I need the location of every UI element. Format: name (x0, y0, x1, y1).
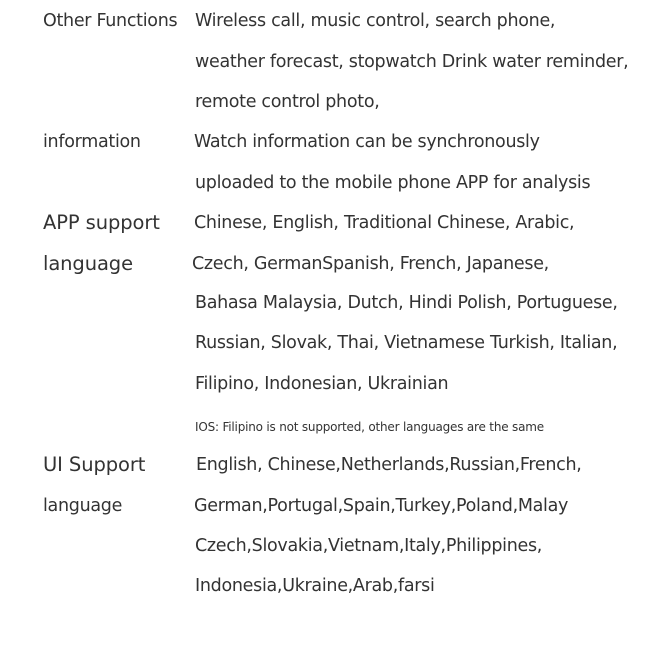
spec-label-app-support-language: language (43, 252, 133, 275)
spec-value-line: Watch information can be synchronously (194, 132, 540, 152)
spec-value-line: Indonesia,Ukraine,Arab,farsi (195, 576, 435, 596)
spec-value-line: Bahasa Malaysia, Dutch, Hindi Polish, Portuguese, (195, 293, 618, 313)
spec-value-line: Filipino, Indonesian, Ukrainian (195, 374, 449, 394)
spec-value-line: remote control photo, (195, 92, 380, 112)
spec-value-line: German,Portugal,Spain,Turkey,Poland,Malay (194, 496, 569, 516)
spec-value-line: uploaded to the mobile phone APP for analysis (195, 173, 591, 193)
spec-label-information: information (43, 132, 141, 152)
spec-value-line: Russian, Slovak, Thai, Vietnamese Turkish, Italian, (195, 333, 618, 353)
spec-value-line: Chinese, English, Traditional Chinese, Arabic, (194, 213, 575, 233)
spec-label-app-support: APP support (43, 211, 160, 234)
spec-value-line: Czech, GermanSpanish, French, Japanese, (192, 254, 549, 274)
spec-value-line: weather forecast, stopwatch Drink water reminder, (195, 52, 629, 72)
spec-label-other-functions: Other Functions (43, 11, 178, 31)
spec-value-line: English, Chinese,Netherlands,Russian,French, (196, 455, 582, 475)
ios-language-note: IOS: Filipino is not supported, other languages are the same (195, 420, 544, 434)
spec-value-line: Czech,Slovakia,Vietnam,Italy,Philippines, (195, 536, 543, 556)
spec-label-ui-support-language: language (43, 496, 123, 516)
spec-value-line: Wireless call, music control, search phone, (195, 11, 556, 31)
spec-label-ui-support: UI Support (43, 453, 146, 476)
